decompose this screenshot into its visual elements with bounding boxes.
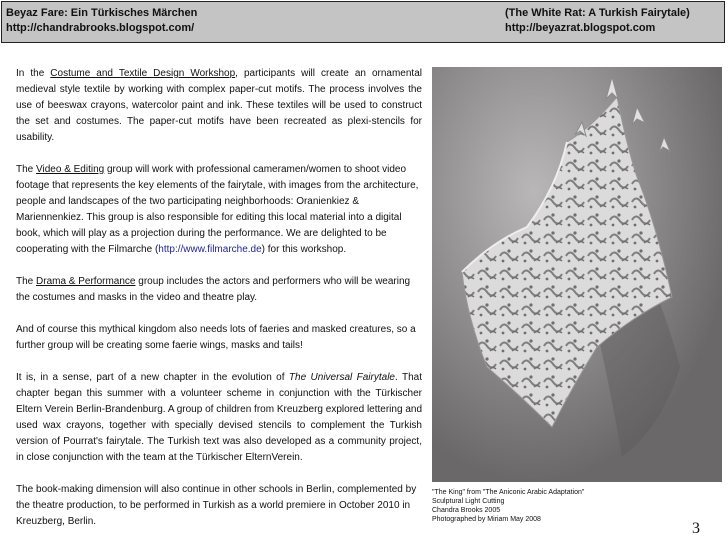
text-run: The xyxy=(16,276,37,287)
text-run: group will work with professional cameramen/women to shoot video footage that represents the key elements of the fairytale, with images from the architecture, people and landscapes of the two participating neighborhoods: Oranienkiez & Mariennenkiez. This group is also responsible for editing this local material into a digital book, which will play as a projection during the performance. We are delighted to be cooperating with the Filmarche ( xyxy=(16,164,419,255)
paragraph-faeries: And of course this mythical kingdom also needs lots of faeries and masked creatures, so a further group will be creating some faerie wings, masks and tails! xyxy=(16,324,416,351)
body-text xyxy=(16,66,422,546)
paragraph-book-making: The book-making dimension will also continue in other schools in Berlin, complemented by the theatre production, to be performed in Turkish as a world premiere in October 2010 in Kreuzberg, Berlin. xyxy=(16,484,417,527)
paragraph-costume xyxy=(16,66,422,146)
paragraph-drama xyxy=(16,274,422,306)
paragraph-video xyxy=(16,162,422,258)
caption-line-title: "The King" from "The Aniconic Arabic Adaptation" xyxy=(432,489,585,496)
filmarche-url[interactable]: http://www.filmarche.de xyxy=(158,244,262,255)
text-run: . That chapter began this summer with a volunteer scheme in conjunction with the Türkischer Eltern Verein Berlin-Brandenburg. A group of children from Kreuzberg explored lettering and used wax crayons, together with specially devised stencils to complement the Turkish version of Pourrat's fairytale. The Turkish text was also developed as a community project, in close conjunction with the team at the Türkischer ElternVerein. xyxy=(16,372,423,463)
caption-line-medium: Sculptural Light Cutting xyxy=(432,498,505,505)
photo-caption xyxy=(432,488,722,524)
header-url-right[interactable]: http://beyazrat.blogspot.com xyxy=(505,22,656,34)
text-run: , participants will create an ornamental medieval style textile by working with complex paper-cut motifs. The process involves the use of beeswax crayons, watercolor paint and ink. These textiles will be used to construct the set and costumes. The paper-cut motifs have been recreated as plexi-stencils for usability. xyxy=(16,68,422,143)
drama-performance-link[interactable]: Drama & Performance xyxy=(36,276,136,287)
text-run: ) for this workshop. xyxy=(261,244,347,255)
caption-line-photographer: Photographed by Miriam May 2008 xyxy=(432,516,541,523)
text-run: The xyxy=(16,164,37,175)
header-url-left[interactable]: http://chandrabrooks.blogspot.com/ xyxy=(6,22,195,34)
video-editing-link[interactable]: Video & Editing xyxy=(36,164,105,175)
page-number: 3 xyxy=(692,520,700,537)
header-title-right: (The White Rat: A Turkish Fairytale) xyxy=(505,7,690,19)
sculpture-illustration xyxy=(432,67,722,482)
header-title-left: Beyaz Fare: Ein Türkisches Märchen xyxy=(6,7,198,19)
text-run: group includes the actors and performers who will be wearing the costumes and masks in the video and theatre play. xyxy=(16,276,411,303)
universal-fairytale-title: The Universal Fairytale xyxy=(288,372,395,383)
caption-line-artist: Chandra Brooks 2005 xyxy=(432,507,501,514)
costume-workshop-link[interactable]: Costume and Textile Design Workshop xyxy=(50,68,236,79)
header-bar xyxy=(1,1,725,43)
text-run: It is, in a sense, part of a new chapter in the evolution of xyxy=(16,372,289,383)
text-run: In the xyxy=(16,68,51,79)
paper-cut-sculpture-photo xyxy=(432,67,722,482)
paragraph-universal-fairytale xyxy=(16,370,422,466)
